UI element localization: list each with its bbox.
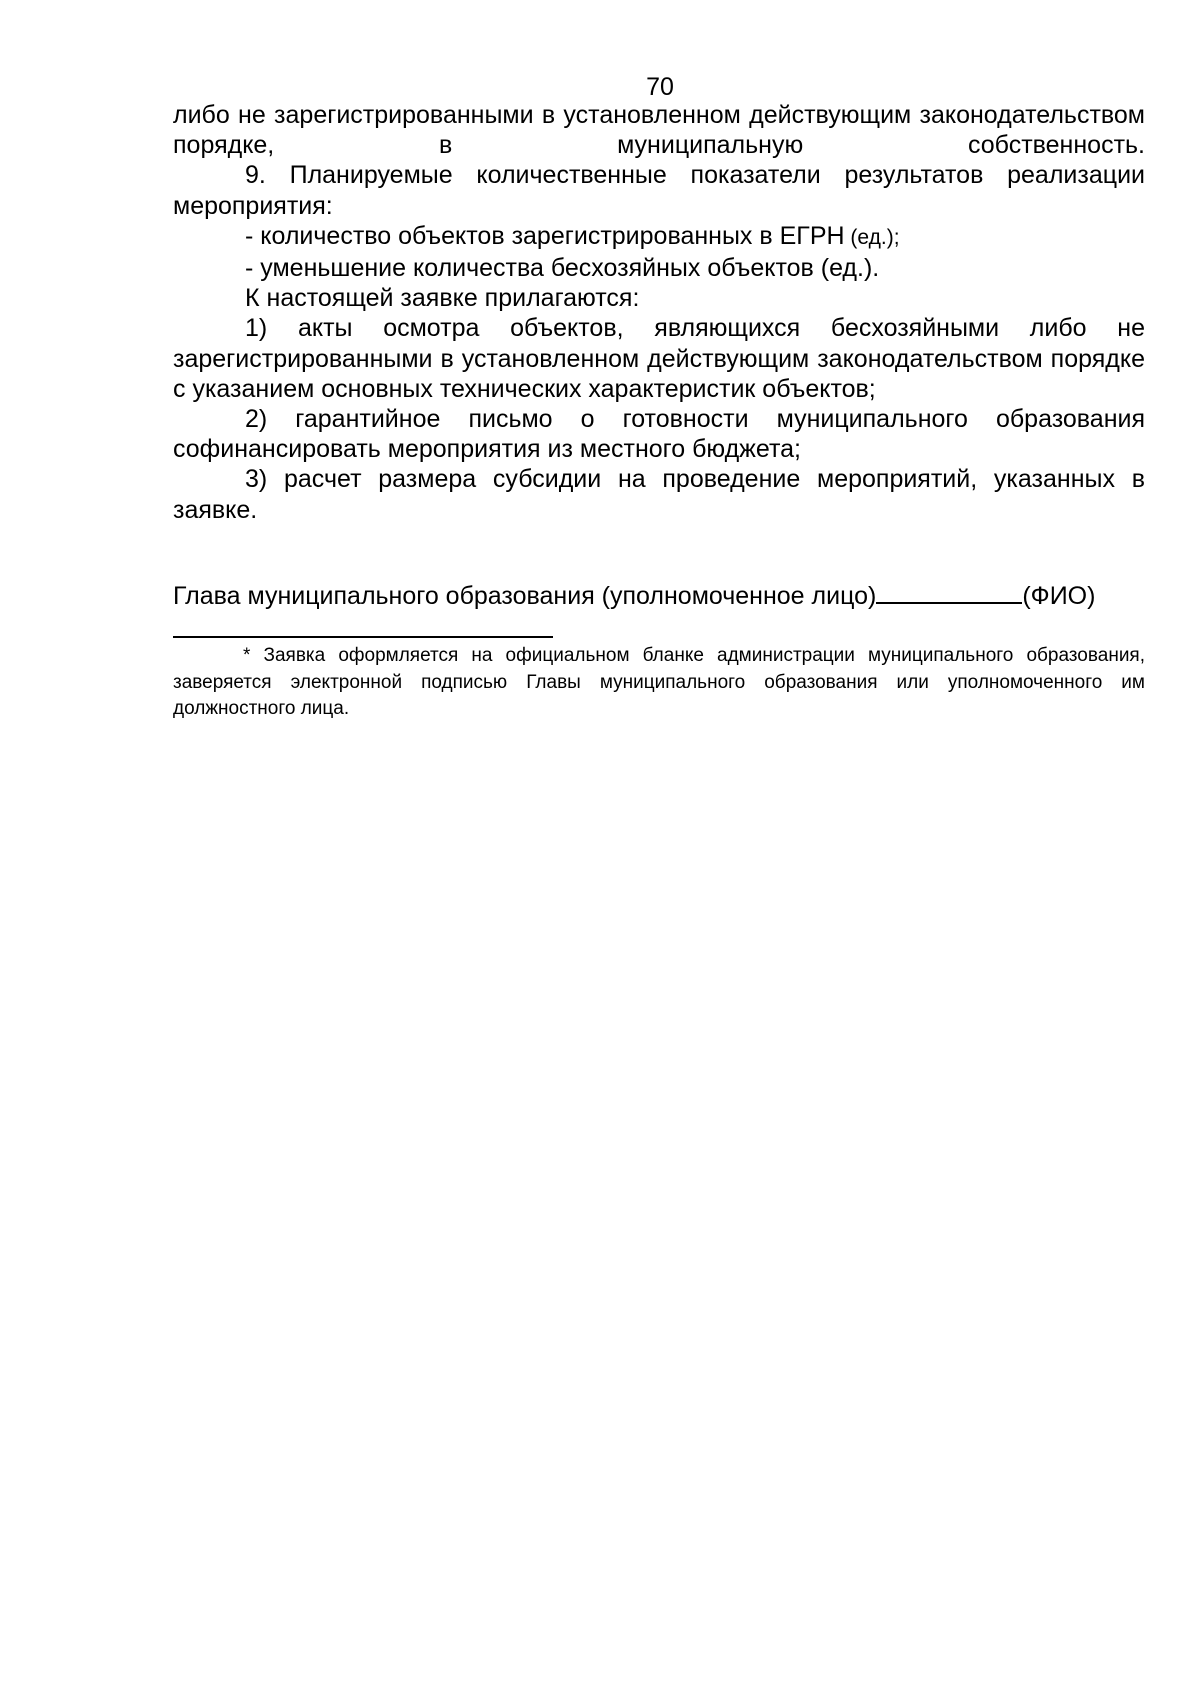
list-item-ownerless: - уменьшение количества бесхозяйных объектов (ед.). [245, 254, 880, 283]
list-item-text: - количество объектов зарегистрированных в ЕГРН [245, 221, 845, 250]
unit-label: (ед.); [844, 225, 900, 249]
attachment-item-1: 1) акты осмотра объектов, являющихся бесхозяйными либо не зарегистрированными в установленном действующим законодательством порядке с указанием основных технических характеристик объектов; [173, 314, 1145, 403]
signature-suffix: (ФИО) [1022, 582, 1096, 610]
footnote: * Заявка оформляется на официальном бланке администрации муниципального образования, заверяется электронной подписью Главы муниципального образования или уполномоченного им должностного лица. [173, 645, 1145, 719]
signature-blank [876, 580, 1022, 604]
list-item-egrn [173, 221, 1145, 253]
footnote-divider [173, 636, 553, 638]
page-number: 70 [646, 73, 674, 101]
signature-line [173, 580, 1153, 611]
attachment-item-3: 3) расчет размера субсидии на проведение мероприятий, указанных в заявке. [173, 465, 1145, 524]
paragraph-attachments-intro: К настоящей заявке прилагаются: [245, 284, 640, 313]
signature-label: Глава муниципального образования (уполномоченное лицо) [173, 582, 877, 610]
document-body [173, 100, 1145, 525]
attachment-item-2: 2) гарантийное письмо о готовности муниципального образования софинансировать мероприятия из местного бюджета; [173, 405, 1145, 464]
paragraph-text: либо не зарегистрированными в установленном действующим законодательством порядке, в муниципальную собственность. [173, 101, 1145, 160]
paragraph-continuation [173, 100, 1145, 160]
paragraph-planned-indicators: 9. Планируемые количественные показатели результатов реализации мероприятия: [173, 161, 1145, 220]
